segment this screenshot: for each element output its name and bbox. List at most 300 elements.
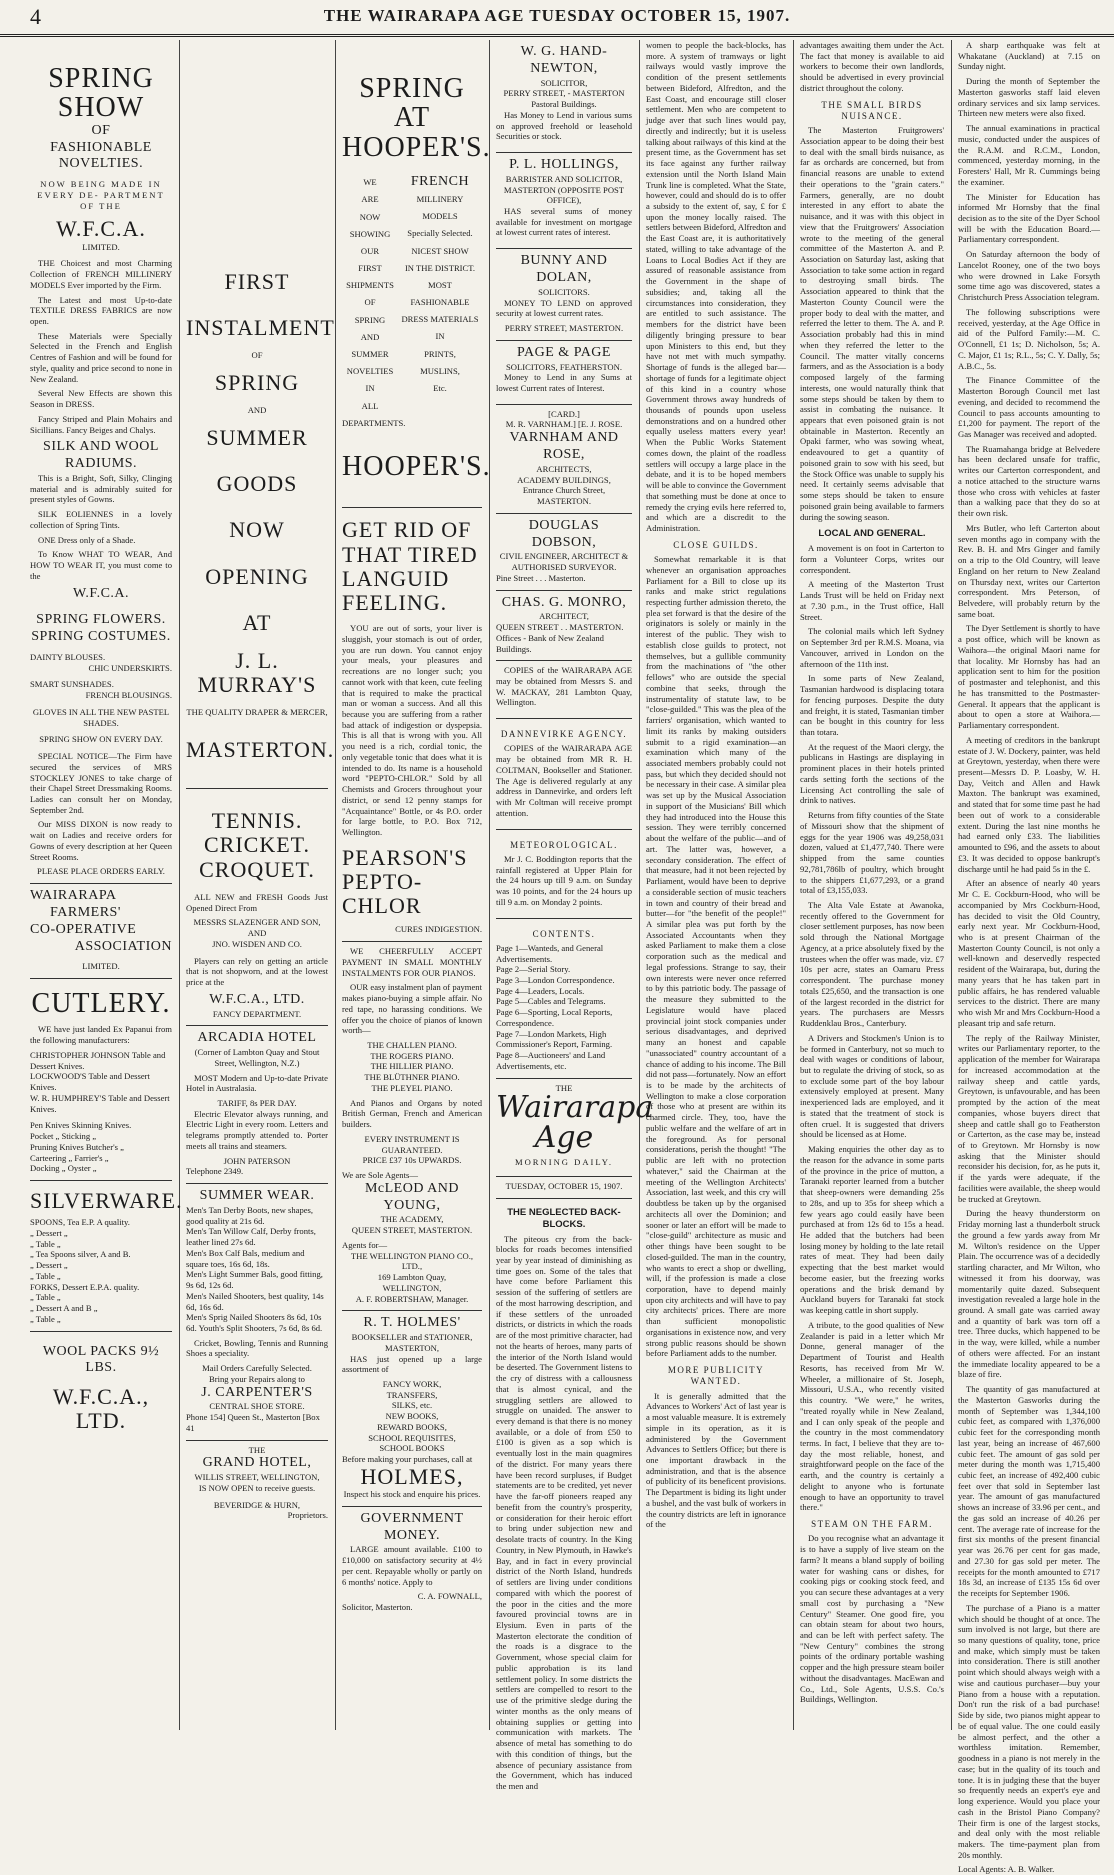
monro-card <box>496 591 632 662</box>
news-paragraph: The Ruamahanga bridge at Belvedere has been declared unsafe for traffic, writes our Carterton correspondent, and a notice attached to the structure warns those who cross with vehicles at faster than a walking pace that they do so at their own risk. <box>958 443 1100 519</box>
list-item: SILKS, etc. <box>391 1400 433 1411</box>
news-paragraph: During the month of September the Masterton gasworks staff laid eleven ordinary services and six lamp services. Thirteen new meters were also fixed. <box>958 76 1100 119</box>
ad-line: JOHN PATERSON <box>223 1155 291 1166</box>
ad-line: Etc. <box>433 383 447 394</box>
ad-brand: PEARSON'S PEPTO-CHLOR <box>342 844 468 919</box>
ad-paragraph: YOU are out of sorts, your liver is sluggish, your stomach is out of order, you are run down. You cannot enjoy your meals, your pleasures and recreations are no longer such; you cannot work with that keen, cute feeling that is required to make the practical man or woman a success. And all this because you are suffering from a rather bad attack of indigestion or dyspepsia. This is all that is wrong with you. All you need is a rich, cordial tonic, the only vegetable tonic that does what it is intended to do. Its name is a household word "PEPTO-CHLOR." Sold by all Chemists and Grocers throughout your district, or send 12 penny stamps for "Acquaintance" Bottle, or 4s P.O. order for large bottle, to P.O. Box 712, Wellington. <box>342 623 482 838</box>
ad-paragraph: To Know WHAT TO WEAR, And HOW TO WEAR IT, you must come to the <box>30 549 172 581</box>
ad-headline: GOVERNMENT MONEY. <box>360 1510 464 1543</box>
ad-line: Pastoral Buildings. <box>531 99 597 110</box>
ad-brand: BUNNY AND DOLAN, <box>520 253 608 285</box>
ad-brand: HOLMES, <box>360 1463 464 1489</box>
ad-line: QUEEN STREET . . MASTERTON. <box>496 622 624 633</box>
list-item: REWARD BOOKS, <box>377 1421 447 1432</box>
ad-paragraph: SILK EOLIENNES in a lovely collection of Spring Tints. <box>30 509 172 530</box>
ad-line: DEPARTMENTS. <box>342 417 406 428</box>
ad-line: [CARD.] <box>548 408 580 419</box>
ad-paragraph: The Latest and most Up-to-date TEXTILE DRESS FABRICS are now open. <box>30 294 172 326</box>
ad-line: NOVELTIES <box>346 366 394 377</box>
list-item: Page 1—Wanteds, and General Advertisements. <box>496 942 604 964</box>
ad-headline: ARCADIA HOTEL <box>197 1030 317 1046</box>
ad-line: IS NOW OPEN to receive guests. <box>198 1482 316 1493</box>
meteorological-notice <box>496 830 632 919</box>
list-item: Page 7—London Markets, High Commissioner's Report, Farming. <box>496 1028 613 1050</box>
news-paragraph: During the heavy thunderstorm on Friday morning last a thunderbolt struck the ground a few yards away from Mr M. Wilton's residence on the Upper Plain. The occurrence was of a decidedly startling character, and Mr Wilton, who witnessed it from his doorway, was momentarily quite dazed. Subsequent investigation revealed a large hole in the ground. A small gate was carried away and a quantity of bark was torn off a tree. Three ducks, which happened to be in the way, were killed, while a number of others were affected. For an instant the immediate locality appeared to be a blaze of fire. <box>958 1208 1100 1380</box>
ad-line: ARCHITECTS, <box>536 463 592 474</box>
ad-line: SHOWING <box>349 228 391 239</box>
news-paragraph: The reply of the Railway Minister, writes our Parliamentary reporter, to the application of the member for Wairarapa for increased accommodation at the railway sheep and cattle yards, Greytown, is unfavourable, and has been prompted by the action of the meat companies, whose buyers direct that sheep and cattle shall go to Featherston or Carterton, as the case may be, instead of to Greytown. Mr Hornsby is now asking that the Minister should reconsider his decision, for, as he puts it, if the yards were adequate, if the facilities were available, the sheep would be trucked at Greytown. <box>958 1032 1100 1204</box>
ad-headline: INSTALMENT <box>186 315 335 341</box>
list-item: „ Tea Spoons silver, A and B. <box>30 1249 131 1260</box>
editorial-heading: MORE PUBLICITY WANTED. <box>667 1365 765 1387</box>
ad-line: W. R. HUMPHREY'S Table and Dessert Knives. <box>30 1092 170 1114</box>
section-heading: LOCAL AND GENERAL. <box>818 528 926 540</box>
column-rule <box>489 40 490 1730</box>
ad-brand: PAGE & PAGE <box>517 344 611 360</box>
ad-headline: WOOL PACKS 9½ LBS. <box>42 1343 160 1376</box>
ad-line: PERRY STREET, - MASTERTON <box>503 88 625 99</box>
ad-text: LIMITED. <box>82 241 120 252</box>
list-item: Men's Tan Derby Boots, new shapes, good quality at 21s 6d. <box>186 1204 314 1226</box>
hoopers-spring-ad <box>342 40 491 508</box>
grand-hotel-ad <box>186 1441 328 1527</box>
section-heading: METEOROLOGICAL. <box>510 839 618 850</box>
ad-line: Entrance Church Street, MASTERTON. <box>522 485 606 506</box>
editorial-masthead <box>496 1079 654 1199</box>
masthead-title: Wairarapa Age <box>496 1090 654 1156</box>
ad-line: C. A. FOWNALL, <box>417 1591 482 1602</box>
ad-line: Phone 154] Queen St., Masterton [Box 41 <box>186 1412 320 1433</box>
ad-line: Agents for— <box>342 1239 388 1250</box>
ad-line: PERRY STREET, MASTERTON. <box>504 323 624 333</box>
ad-line: JNO. WISDEN AND CO. <box>212 938 302 949</box>
ad-line: MOST <box>428 279 452 290</box>
ad-brand: R. T. HOLMES' <box>363 1315 461 1331</box>
ad-line: CURES INDIGESTION. <box>395 924 482 935</box>
dannevirke-notice <box>496 719 632 829</box>
ad-headline: SUMMER WEAR. <box>199 1188 315 1204</box>
ad-line: SHIPMENTS <box>346 280 394 291</box>
ad-paragraph: THE Choicest and most Charming Collection of FRENCH MILLINERY MODELS Ever imported by the Firm. <box>30 258 172 290</box>
hollings-card <box>496 153 632 249</box>
list-item: Page 3—London Correspondence. <box>496 974 615 985</box>
ad-line: GLOVES IN ALL THE NEW PASTEL SHADES. <box>32 706 170 728</box>
ad-line: We are Sole Agents— <box>342 1170 418 1181</box>
news-paragraph: A movement is on foot in Carterton to form a Volunteer Corps, writes our correspondent. <box>800 543 944 575</box>
ad-headline: SPRING FLOWERS. <box>36 612 166 628</box>
ad-line: 169 Lambton Quay, <box>377 1272 447 1283</box>
column-2 <box>182 40 335 1730</box>
page-page-card <box>496 341 632 405</box>
ad-brand: W.F.C.A., LTD. <box>52 1384 150 1434</box>
list-item: Page 5—Cables and Telegrams. <box>496 996 606 1007</box>
ad-paragraph: This is a Bright, Soft, Silky, Clinging material and is admirably suited for present styles of Gowns. <box>30 472 172 505</box>
ad-line: ALL <box>361 400 379 411</box>
list-item: „ Table „ <box>30 1238 61 1249</box>
list-item: THE HILLIER PIANO. <box>370 1061 454 1072</box>
ad-line: Pine Street . . . Masterton. <box>496 572 586 583</box>
ad-line: SMART SUNSHADES. <box>30 679 114 690</box>
ad-line: SPRING <box>354 314 386 325</box>
pepto-chlor-ad <box>342 508 482 942</box>
ad-line: NICEST SHOW <box>411 245 469 256</box>
ad-headline: SUMMER <box>206 425 308 451</box>
ad-headline: SPRING <box>214 370 300 396</box>
ad-line: FASHIONABLE <box>410 297 470 308</box>
ad-brand: DOUGLAS DOBSON, <box>528 517 600 550</box>
ad-brand: HOOPER'S. <box>342 450 491 482</box>
running-head: THE WAIRARAPA AGE TUESDAY OCTOBER 15, 1907. <box>323 6 791 25</box>
ad-line: SPRING SHOW ON EVERY DAY. <box>39 734 163 745</box>
ad-line: LOCKWOOD'S Table and Dessert Knives. <box>30 1071 150 1093</box>
ad-paragraph: OUR easy instalment plan of payment makes piano-buying a simple affair. No red tape, no harassing conditions. We offer you the choice of pianos of known worth— <box>342 982 482 1036</box>
ad-paragraph: These Materials were Specially Selected in the French and English Centres of Fashion and will be found for style, quality and price second to none in New Zealand. <box>30 330 172 384</box>
news-paragraph: Making enquiries the other day as to the reason for the advance in some parts of the province in the price of mutton, a Taranaki reporter learned from a butcher that sheep-owners were demanding 25s to 28s, and up to 35s for sheep which a few years ago could easily have been purchased at from 12s 6d to 15s a head. He added that the butchers had been losing money by holding to the late retail rates of meat. They had been daily expecting that the best market would become easier, but the freezing works operations and the brisk demand by Auckland buyers for Taranaki fat stock was keeping cattle in short supply. <box>800 1144 944 1316</box>
ad-line: SUMMER <box>351 349 389 360</box>
news-paragraph: A tribute, to the good qualities of New Zealander is paid in a letter which Mr Donne, general manager of the Department of Tourist and Health Resorts, has received from Mr W. Wheeler, a millionaire of St. Joseph, Missouri, U.S.A., who recently visited this country. "We were," he writes, "treated royally while in New Zealand, and I can only speak of the people and the country in the most commendatory terms. In fact, I believe that they are to-day the most reliable, honest, and straightforward people on the face of the earth, and the country is certainly a delight to anyone who is fortunate enough to have an opportunity to travel there." <box>800 1319 944 1513</box>
silverware-ad <box>30 1181 183 1332</box>
editorial-heading: THE NEGLECTED BACK-BLOCKS. <box>507 1206 621 1230</box>
list-item: TRANSFERS, <box>386 1389 438 1400</box>
government-money-ad <box>342 1507 482 1619</box>
ad-headline: SPRING COSTUMES. <box>31 629 171 645</box>
news-paragraph: Do you recognise what an advantage it is to have a supply of live steam on the farm? It means a bland supply of boiling water for washing cans or dishes, for cooking pigs or cooking stock feed, and you can secure these advantages at a very small cost by purchasing a "New Century" Steamer. One good fire, you can obtain steam for about two hours, and can be left with perfect safety. The "New Century" combines the strong points of the ordinary portable washing copper and the high pressure steam boiler without the disadvantages. MacEwan and Co., Ltd., Sole Agents, U.S.S. Co.'s Buildings, Wellington. <box>800 1533 944 1705</box>
column-4 <box>492 40 654 1791</box>
ad-line: IN THE DISTRICT. <box>404 262 476 273</box>
pianos-ad <box>342 942 482 1311</box>
ad-brand: CHAS. G. MONRO, <box>501 594 627 610</box>
ad-paragraph: Cricket, Bowling, Tennis and Running Shoes a speciality. <box>186 1337 328 1359</box>
ad-headline: SILK AND WOOL RADIUMS. <box>43 439 159 472</box>
ad-headline: FIRST <box>224 269 290 294</box>
ad-line: CHRISTOPHER JOHNSON Table and Dessert Knives. <box>30 1049 166 1071</box>
list-item: Pen Knives Skinning Knives. <box>30 1120 132 1131</box>
masthead-the: THE <box>555 1082 573 1093</box>
list-item: THE CHALLEN PIANO. <box>367 1039 457 1050</box>
holmes-bookseller-ad <box>342 1311 482 1507</box>
column-6 <box>796 40 948 1730</box>
ad-line: BOOKSELLER and STATIONER, <box>351 1332 473 1343</box>
ad-paragraph: HAS several sums of money available for investment on mortgage at lowest current rates of interest. <box>496 206 632 238</box>
ad-headline: SILVERWARE. <box>30 1187 183 1213</box>
ad-text: AND <box>247 405 267 416</box>
news-paragraph: A Drivers and Stockmen's Union is to be formed in Canterbury, not so much to deal with wages or conditions of labour, but to regulate the driving of stock, so as to exclude some part of the boy labour extensively employed at present. Many inexperienced lads are employed, and it is stated that the treatment of stock is often cruel. It is suggested that drivers should be licensed as at Home. <box>800 1032 944 1140</box>
ad-paragraph: Electric Elevator always running, and Electric Light in every room. Letters and telegrams promptly attended to. Porter meets all trains and steamers. <box>186 1108 328 1151</box>
news-paragraph: Mrs Butler, who left Carterton about seven months ago in company with the Rev. B. H. and Mrs Ginger and family on a trip to the Old Country, will leave England on her return to New Zealand on Thursday next, writes our Carterton correspondent. Mrs Peterson, of Belvedere, will probably return by the same boat. <box>958 522 1100 619</box>
ad-line: FRENCH <box>410 174 470 190</box>
wfca-association-ad <box>30 884 172 979</box>
ad-line: Inspect his stock and enquire his prices. <box>343 1489 481 1500</box>
ad-line: CENTRAL SHOE STORE. <box>209 1401 305 1412</box>
ad-headline: AT <box>242 609 272 635</box>
ad-paragraph: And Pianos and Organs by noted British German, French and American builders. <box>342 1097 482 1130</box>
ad-line: Solicitor, Masterton. <box>342 1602 413 1613</box>
ad-paragraph: LARGE amount available. £100 to £10,000 on satisfactory security at 4½ per cent. Repayable wholly or partly on 6 months' notice. Apply to <box>342 1544 482 1587</box>
ad-paragraph: WE CHEERFULLY ACCEPT PAYMENT IN SMALL MONTHLY INSTALMENTS FOR OUR PIANOS. <box>342 946 482 978</box>
list-item: Men's Sprig Nailed Shooters 8s 6d, 10s 6d. Youth's Split Shooters, 7s 6d, 8s 6d. <box>186 1312 323 1333</box>
dobson-card <box>496 514 632 591</box>
ad-text: NOW BEING MADE IN EVERY DE- PARTMENT OF THE <box>37 179 165 211</box>
ad-line: CHIC UNDERSKIRTS. <box>88 662 172 673</box>
ad-line: IN <box>365 383 375 394</box>
ad-brand: W.F.C.A., LTD. <box>209 991 305 1007</box>
ad-headline: FASHIONABLE NOVELTIES. <box>50 139 152 172</box>
ad-headline: SPRING AT HOOPER'S. <box>342 73 491 163</box>
ad-line: DAINTY BLOUSES. <box>30 651 106 662</box>
list-item: Carteering „ Farrier's „ <box>30 1152 109 1163</box>
ad-line: ARE <box>361 194 379 205</box>
ad-paragraph: Mr J. C. Boddington reports that the rainfall registered at Upper Plain for the 24 hours up till 9 a.m. on Sunday was 10 points, and for the 24 hours up till 9 a.m. on Monday 2 points. <box>496 853 632 907</box>
list-item: Pocket „ Sticking „ <box>30 1131 97 1142</box>
varnham-rose-card <box>496 405 632 514</box>
ad-headline: GET RID OF THAT TIRED LANGUID FEELING. <box>342 517 478 615</box>
news-paragraph: At the request of the Maori clergy, the publicans in Hastings are displaying in prominent places in their hotels printed cards setting forth the sections of the Licensing Act controlling the sale of drink to natives. <box>800 741 944 806</box>
section-heading: CONTENTS. <box>532 928 596 939</box>
list-item: NEW BOOKS, <box>385 1411 439 1422</box>
ad-paragraph: COPIES of the WAIRARAPA AGE may be obtained from Messrs S. and W. MACKAY, 281 Lambton Quay, Wellington. <box>496 665 632 708</box>
ad-line: EVERY INSTRUMENT IS GUARANTEED. <box>364 1133 460 1155</box>
ad-line: SOLICITORS. <box>538 286 590 297</box>
ad-line: WAIRARAPA <box>30 888 117 904</box>
cutlery-ad <box>30 979 172 1181</box>
editorial-paragraph: women to people the back-blocks, has more. A system of tramways or light railways would vastly improve the condition of the present settlements between Bideford, Alfredton, and the East Coast, and encourage still closer settlement. Men who are competent to judge aver that such lines would pay, directly and indirectly; but it is useless talking about railways of this kind at the present time, as the Government has set its face against any further railway extension until the North Island Main Trunk line is completed. What the State, however, could and should do is to offer a subsidy to the extent of, say, £ for £ upon the money locally raised. The settlers between Bideford, Alfredton and the East Coast are, it is authoritatively stated, willing to take advantage of the Loans to Local Bodies Act if they are assured of reasonable assistance from the Government in the shape of subsidies; and, taking all the circumstances into consideration, they are entitled to such assistance. The members for the district have been diligently bringing pressure to bear upon Ministers to this end, but they have not met with much sympathy. Shortage of funds is the alleged bar—shortage of funds for a legitimate object of this kind in a country whose Government throws away hundreds of thousands of pounds upon useless demonstrations and on a hundred other equally useless matters every year! When the Public Works Statement comes down, the plaint of the roadless settlers will occupy a large place in the debate, and it is to be hoped members will be able to convince the Government that something must be done at once to remedy the crying evils here referred to, and which are a discredit to the Administration. <box>646 40 786 534</box>
ad-line: NOW <box>359 211 381 222</box>
news-paragraph: The Finance Committee of the Masterton Borough Council met last evening, and decided to recommend the Council to pass accounts amounting to £1,200 for payment. The report of the Gas Manager was received and adopted. <box>958 375 1100 439</box>
ad-line: ARCHITECT, <box>539 611 589 622</box>
ad-text: FANCY DEPARTMENT. <box>212 1008 302 1019</box>
bunny-dolan-card <box>496 249 632 341</box>
ad-line: ASSOCIATION <box>74 938 172 954</box>
list-item: „ Table „ <box>30 1292 61 1303</box>
ad-line: PLEASE PLACE ORDERS EARLY. <box>37 866 165 877</box>
list-item: Docking „ Oyster „ <box>30 1163 97 1174</box>
ad-line: TARIFF, 8s PER DAY. <box>217 1097 297 1108</box>
ad-line: (Corner of Lambton Quay and Stout Street, Wellington, N.Z.) <box>194 1047 320 1068</box>
ad-line: WELLINGTON, <box>382 1282 442 1293</box>
list-item: Page 2—Serial Story. <box>496 964 571 975</box>
editorial-paragraph: The piteous cry from the back-blocks for roads becomes intensified year by year instead of diminishing as time goes on. Some of the tales that have come before Parliament this session of the suffering of settlers are of the most harrowing description, and if these settlers of the unroaded districts, or districts in which the roads are of the most primitive character, had not the hearts of heroes, many parts of the interior of the North Island would be deserted. The Government listens to the cry of distress with a callousness that is almost cynical, and the struggling settlers are allowed to struggle on unaided. The answer to every demand is that there is no money available, or a dole of from £50 to £100 is given as a sop which is eventually lost in the main quagmires of the district. For many years there have been record surpluses, if Budget statements are to be credited, yet never have the far-off pioneers reaped any benefit from the country's prosperity, or consideration for their heroic effort to bring under subjection new and desolate tracts of country. In the King Country, in New Plymouth, in Hawke's Bay, and in fact in every provincial district of the North Island, hundreds of settlers are living under conditions compared with which the poorest of the poor in the cities and the more favoured provincial towns are in Elysium. Even in parts of the Masterton electorate the condition of the roads is a disgrace to the Government, whose special claim for public approbation is its land settlement policy. In some districts the settlers are compelled to resort to the use of the primitive sledge during the winter months as the only means of obtaining supplies or getting into communication with markets. The absence of metal has something to do with this condition of things, but the absence of pecuniary assistance from the Government, which has induced the men and <box>496 1233 632 1791</box>
ad-line: FARMERS' <box>50 904 121 920</box>
list-item: Pruning Knives Butcher's „ <box>30 1141 124 1152</box>
page-number: 4 <box>30 4 41 29</box>
ad-line: Offices - Bank of New Zealand Buildings. <box>496 632 604 654</box>
ad-headline: CRICKET. <box>204 832 310 858</box>
ad-line: PRINTS, <box>424 348 456 359</box>
contents-box <box>496 919 632 1079</box>
murray-instalment-ad <box>186 40 335 789</box>
list-item: Men's Tan Willow Calf, Derby fronts, leather lined 27s 6d. <box>186 1226 316 1248</box>
column-rule <box>639 40 640 1730</box>
ad-line: BARRISTER AND SOLICITOR, <box>505 173 623 184</box>
editorial-paragraph: Somewhat remarkable it is that whenever an organisation approaches Parliament for a Bill to close up its ranks and make strict regulations respecting further admission thereto, the plea set forward is that the desire of the originators is solely or mainly in the interest of the public. They wish to establish close guilds to protect, not themselves, but a gullible community from the machinations of "the other fellows" who are outside the special combine that seeks, through the instrumentality of statute law, to be "close-guilded." This was the plea of the farriers' organisation, which wanted to limit its ranks by making outsiders submit to a rigid examination—an examination which many of the associated members probably could not pass, but which they decided should not be necessary in their case. A similar plea was set up by the Musical Association in support of the Musicians' Bill which they had introduced into the House this session. They were terribly concerned about the welfare of the public—and of art. The latter was, however, a secondary consideration. The effect of that measure, had it not been rejected by Parliament, would have been to deprive a considerable section of music teachers in town and country of their bread and butter—for "the benefit of the people!" A similar plea was put forth by the Associated Accountants when they asked Parliament to make them a close corporation such as the medical and legal professions. Strange to say, their own interests were never once referred to by this patriotic body. The passage of the measure they submitted to the Legislature would have placed provincial joint stock companies under serious disadvantages, and deprived many an honest and capable "unassociated" country accountant of a chance of adding to his income. The Bill did not pass—fortunately. Now an effort is to be made by the architects of Wellington to make a close corporation of those who at present are within its charmed circle. They, too, have the public welfare and the welfare of art in the foreground. As for personal considerations, perish the thought! "The public are left with no protection whatever," said the Chairman at the meeting of the Wellington Architects' Association, last week, and this cry will doubtless be taken up by the organised architects all over the Dominion; and sooner or later an effort will be made to "close-guild" architecture as music and other things have been sought to be closed-guilded. The man in the country, who wants to erect a shop or dwelling, will, if the profession is made a close corporation, have to depend mainly upon city architects and will have to pay city architects' prices. There are more than sufficient monopolistic organisations in existence now, and very strong public reasons should be shown before Parliament adds to the number. <box>646 554 786 1359</box>
ad-line: OUR <box>360 245 380 256</box>
ad-line: WE <box>363 177 377 188</box>
ad-line: AND <box>247 928 267 939</box>
news-paragraph: The following subscriptions were received, yesterday, at the Age Office in aid of the Pulford Family:—M. C. O'Connell, £1 1s; D. Nicholson, 5s; A. C. Major, £1 1s; R.L., 5s; C. Y. Dally, 5s; A.B.C., 5s. <box>958 306 1100 371</box>
ad-brand: McLEOD AND YOUNG, <box>364 1180 460 1213</box>
ad-paragraph: MOST Modern and Up-to-date Private Hotel in Australasia. <box>186 1072 328 1094</box>
ad-line: Before making your purchases, call at <box>342 1454 473 1465</box>
ad-line: THE ACADEMY, <box>380 1214 444 1225</box>
ad-paragraph: ALL NEW and FRESH Goods Just Opened Direct From <box>186 891 328 913</box>
ad-paragraph: Has Money to Lend in various sums on approved freehold or leasehold Securities or stock. <box>496 109 632 142</box>
column-rule <box>793 40 794 1730</box>
list-item: Page 4—Leaders, Locals. <box>496 985 585 996</box>
news-paragraph: The Minister for Education has informed Mr Hornsby that the final decision as to the site of the Dyer School will be with the Education Board.—Parliamentary correspondent. <box>958 191 1100 245</box>
ad-paragraph: MONEY TO LEND on approved security at lowest current rates. <box>496 297 632 319</box>
ad-line: FRENCH BLOUSINGS. <box>85 690 172 701</box>
news-paragraph: A meeting of creditors in the bankrupt estate of J. W. Dockery, painter, was held at Greytown, yesterday, when there were present—Messrs D. P. Loasby, W. H. Day, Veitch and Allen and Hawk Maxton. The bankrupt was examined, and stated that for some time past he had been out of work to a considerable extent. During the last nine months he had earned only £33. The liabilities amounted to £96, and the assets to about £3. It was decided to oppose bankrupt's discharge until he had paid 5s in the £. <box>958 734 1100 874</box>
ad-line: WILLIS STREET, WELLINGTON, <box>194 1472 320 1483</box>
news-paragraph: The Dyer Settlement is shortly to have a post office, which will be known as Waihora—the original Maori name for that locality. Mr Hornsby has had an application sent to him for the position of postmaster and telephonist, and this he has transmitted to the Postmaster-General. It appears that the applicant is about to open a store at Waihora.—Parliamentary correspondent. <box>958 623 1100 731</box>
ad-headline: GRAND HOTEL, <box>202 1455 312 1471</box>
ad-line: M. R. VARNHAM.] [E. J. ROSE. <box>505 419 623 430</box>
list-item: Page 6—Sporting, Local Reports, Correspondence. <box>496 1007 613 1028</box>
editorial-paragraph: The Masterton Fruitgrowers' Association appear to be doing their best to deal with the small birds nuisance, as far as orchards are concerned, but from financial reasons are unable to extend their operations to the "grain caters." Farmers, generally, are no doubt interested in any effort to abate the nuisance, and it was with this object in view that the Fruitgrowers' Association wrote to the meeting of the general committee of the Masterton A. and P. Association on Saturday last, asking that Association to take some action in regard to destroying small birds. The Association appeared to think that the Masterton County Council were the proper body to deal with the matter, and referred the letter to them. The A. and P. Association probably had this in mind when they referred the letter to the Council. The matter vitally concerns farmers, and as the Association is a body composed largely of the farming interests, one would naturally think that some steps should be taken by them to assist in combating the nuisance. It appears that even poisoned grain is not obtainable in Masterton. Recently an Opaki farmer, who was sowing wheat, endeavoured to get a quantity of poisoned grain to sow with his seed, but the Stock Office was unable to supply his need. It certainly seems advisable that some steps should be taken to ensure poisoned grain being available to farmers during the sowing season. <box>800 125 944 522</box>
list-item: THE PLEYEL PIANO. <box>371 1082 453 1093</box>
list-item: Men's Light Summer Bals, good fitting, 9s 6d, 12s 6d. <box>186 1269 323 1291</box>
ad-line: A. F. ROBERTSHAW, Manager. <box>355 1293 469 1304</box>
list-item: SCHOOL BOOKS <box>379 1443 445 1454</box>
ad-line: CIVIL ENGINEER, ARCHITECT & AUTHORISED SURVEYOR. <box>499 551 629 573</box>
ad-line: MUSLINS, <box>420 365 460 376</box>
ad-line: OF <box>364 297 376 308</box>
column-3 <box>338 40 491 1730</box>
ad-paragraph: SPECIAL NOTICE—The Firm have secured the services of MRS STOCKLEY JONES to take charge of their Chapel Street Dressmaking Rooms. Ladies can consult her on Monday, September 2nd. <box>30 751 172 815</box>
news-paragraph: The Alta Vale Estate at Awanoka, recently offered to the Government for closer settlement purposes, has now been sold through the National Mortgage Agency, at a price absolutely fixed by the trustees when the offer was made, viz. £7 10s per acre, states an Oamaru Press correspondent. The purchase money totals £25,650, and the transaction is one of the largest recorded in the district for years. The purchasers are Messrs Ruddenklau Bros., Canterbury. <box>800 899 944 1029</box>
column-5 <box>642 40 790 1730</box>
ad-paragraph: Players can rely on getting an article that is not shopworn, and at the lowest price at the <box>186 955 328 987</box>
list-item: „ Table „ <box>30 1313 61 1324</box>
list-item: „ Dessert „ <box>30 1227 68 1238</box>
ad-headline: MASTERTON. <box>186 737 335 763</box>
editorial-paragraph: advantages awaiting them under the Act. The fact that money is available to aid workers to become their own landlords, should be advertised in every provincial district throughout the colony. <box>800 40 944 93</box>
ad-paragraph: Several New Effects are shown this Season in DRESS. <box>30 388 172 410</box>
column-rule <box>951 40 952 1730</box>
list-item: „ Dessert A and B „ <box>30 1303 98 1314</box>
ad-headline: TENNIS. <box>211 808 303 834</box>
news-paragraph: Returns from fifty counties of the State of Missouri show that the shipment of eggs for the year 1906 was 49,258,031 dozen, valued at £1,477,740. There were shipped from the same counties 92,781,786lb of poultry, which brought to the shippers £1,677,293, or a grand total of £3,155,033. <box>800 810 944 896</box>
ad-headline: OPENING <box>205 563 309 589</box>
ad-headline: CUTLERY. <box>31 988 171 1020</box>
editorial-date: TUESDAY, OCTOBER 15, 1907. <box>496 1176 632 1192</box>
ad-text: THE QUALITY DRAPER & MERCER, <box>186 707 328 718</box>
ad-paragraph: Fancy Striped and Plain Mohairs and Sicillians. Fancy Beiges and Chalys. <box>30 413 172 435</box>
section-heading: STEAM ON THE FARM. <box>811 1519 933 1530</box>
news-paragraph: The annual examinations in practical music, conducted under the auspices of the R.A.M. and R.C.M., London, commenced, yesterday morning, in the Foresters' Hall, Mr R. Cummings being the examiner. <box>958 123 1100 187</box>
ad-brand: W.F.C.A. <box>56 216 146 242</box>
ad-brand: J. CARPENTER'S <box>201 1384 313 1400</box>
wfca-spring-show-ad <box>30 40 172 884</box>
ad-text: OF <box>251 350 263 361</box>
editorial-neglected <box>496 1199 632 1792</box>
ad-headline: GOODS <box>216 471 298 497</box>
list-item: SPOONS, Tea E.P. A quality. <box>30 1217 130 1228</box>
ad-line: BEVERIDGE & HURN, <box>213 1499 301 1510</box>
column-rule <box>179 40 180 1730</box>
list-item: Men's Nailed Shooters, best quality, 14s 6d, 16s 6d. <box>186 1290 324 1312</box>
ad-line: MODELS <box>422 211 458 222</box>
ad-text: THE <box>248 1444 266 1455</box>
ad-line: MASTERTON (OPPOSITE POST OFFICE), <box>503 184 625 206</box>
list-item: „ Table „ <box>30 1270 61 1281</box>
ad-paragraph: WE have just landed Ex Papanui from the following manufacturers: <box>30 1024 172 1046</box>
list-item: Men's Box Calf Bals, medium and square toes, 16s 6d, 18s. <box>186 1247 305 1269</box>
editorial-paragraph: It is generally admitted that the Advances to Workers' Act of last year is a most valuable measure. It is extremely simple in its operation, as it is administered by the Government Advances to Settlers Office; but there is one important drawback in the administration, and that is the absence of publicity of its beneficent provisions. The Department is biding its light under a bushel, and the vast bulk of workers in the country districts are left in ignorance of the <box>646 1390 786 1530</box>
summer-wear-ad <box>186 1184 328 1441</box>
news-paragraph: The colonial mails which left Sydney on September 3rd per R.M.S. Moana, via Vancouver, arrived in London on the afternoon of the 11th inst. <box>800 626 944 669</box>
news-paragraph: In some parts of New Zealand, Tasmanian hardwood is displacing totara for fencing purposes. Despite the duty and freight, it is stated, Tasmanian timber can be bought in this country for less than totara. <box>800 673 944 737</box>
ad-brand: W. G. HAND-NEWTON, <box>520 44 608 76</box>
ad-paragraph: HAS just opened up a large assortment of <box>342 1353 482 1375</box>
ad-paragraph: COPIES of the WAIRARAPA AGE may be obtained from MR R. H. COLTMAN, Bookseller and Stationer. The Age is delivered regularly at any address in Dannevirke, and orders left with Mr Coltman will receive prompt attention. <box>496 743 632 818</box>
news-line: Local Agents: A. B. Walker. <box>958 1864 1055 1875</box>
ad-line: Telephone 2349. <box>186 1166 244 1177</box>
masthead-subtitle: MORNING DAILY. <box>514 1157 614 1168</box>
list-item: Page 8—Auctioneers' and Land Advertisements, etc. <box>496 1050 606 1071</box>
ad-line: MESSRS SLAZENGER AND SON, <box>193 917 321 928</box>
ad-headline: SPRING SHOW <box>48 63 154 124</box>
editorial-heading: CLOSE GUILDS. <box>673 539 759 550</box>
ad-line: CO-OPERATIVE <box>30 921 137 937</box>
editorial-heading: THE SMALL BIRDS NUISANCE. <box>821 99 923 121</box>
copies-notice <box>496 661 632 719</box>
wool-packs-ad <box>30 1332 172 1448</box>
ad-text: OF <box>91 122 111 138</box>
column-7 <box>954 40 1104 1875</box>
ad-line: PRICE £37 10s UPWARDS. <box>362 1155 462 1166</box>
ad-line: Specially Selected. <box>407 228 473 239</box>
ad-brand: W.F.C.A. <box>72 585 130 601</box>
ad-text: LIMITED. <box>82 961 120 972</box>
ad-line: MILLINERY <box>416 193 464 204</box>
list-item: FANCY WORK, <box>382 1379 442 1389</box>
ad-line: Proprietors. <box>287 1510 328 1521</box>
ad-line: IN <box>435 331 445 342</box>
column-rule <box>335 40 336 1730</box>
ad-paragraph: ONE Dress only of a Shade. <box>38 534 136 545</box>
list-item: THE BLÜTHNER PIANO. <box>364 1072 460 1083</box>
ad-line: QUEEN STREET, MASTERTON. <box>351 1225 473 1236</box>
ad-line: MASTERTON, <box>385 1342 439 1353</box>
news-paragraph: The quantity of gas manufactured at the Masterton Gasworks during the month of September was 1,344,100 cubic feet, as compared with 1,376,000 cubic feet for the corresponding month last year, being an increase of 467,600 cubic feet. The amount of gas sold per meter during the month was 1,715,400 cubic feet, an increase of 492,400 cubic feet over that sold in September last year. The amount of gas manufactured shows an increase of 33.96 per cent., and the gas sold an increase of 40.26 per cent. The average rate of increase for the first six months of the present financial year was 26.76 per cent for gas made, and 27.30 for gas sold per meter. The receipts for the month amounted to £717 18s 3d, an increase of £135 15s 6d over the receipts for September 1906. <box>958 1384 1100 1599</box>
news-paragraph: A sharp earthquake was felt at Whakatane (Auckland) at 7.15 on Sunday night. <box>958 40 1100 72</box>
ad-paragraph: Our MISS DIXON is now ready to wait on Ladies and receive orders for Gowns of every description at her Queen Street Rooms. <box>30 819 172 862</box>
ad-headline: CROQUET. <box>199 856 315 882</box>
news-paragraph: A meeting of the Masterton Trust Lands Trust will be held on Friday next at 7.30 p.m., in the Trust office, Hall Street. <box>800 579 944 622</box>
list-item: THE ROGERS PIANO. <box>370 1050 454 1061</box>
section-heading: DANNEVIRKE AGENCY. <box>500 729 628 740</box>
news-paragraph: The purchase of a Piano is a matter which should be thought of at once. The sum involved is not large, but there are so many questions of quality, tone, price and make, which simply must be taken into consideration. There is still another point which should always weigh with a wise and cautious purchaser—buy your Piano from a house with a reputation. Don't run the risk of a bad purchase! Side by side, two pianos might appear to be of equal value. The one could easily be almost perfect, and the other a worthless imitation. Remember, goodness in a piano is not merely in the case; but in the quality of its touch and tone. It is in judging these that the buyer so frequently needs an expert's eye and long experience. Would you place your cash in the Bristol Piano Company? Their firm is one of the largest stocks, and deal only with the most reliable makers. The time-payment plan from 20s monthly. <box>958 1602 1100 1860</box>
ad-line: Bring your Repairs along to <box>209 1373 305 1384</box>
list-item: „ Dessert „ <box>30 1260 68 1271</box>
ad-brand: J. L. MURRAY'S <box>197 647 317 698</box>
list-item: SCHOOL REQUISITES, <box>368 1432 456 1443</box>
arcadia-hotel-ad <box>186 1026 328 1184</box>
ad-line: DRESS MATERIALS <box>401 314 479 325</box>
news-paragraph: On Saturday afternoon the body of Lancelot Rooney, one of the two boys who were drowned in Lake Forsyth some time ago was discovered, states a Christchurch Press Association telegram. <box>958 249 1100 303</box>
sports-goods-ad <box>186 789 328 1026</box>
hand-newton-card <box>496 40 632 153</box>
ad-headline: NOW <box>229 517 285 543</box>
ad-line: ACADEMY BUILDINGS, <box>517 474 611 485</box>
ad-line: SOLICITORS, FEATHERSTON. <box>506 361 622 372</box>
column-1 <box>26 40 183 1730</box>
ad-line: SOLICITOR, <box>540 77 588 88</box>
ad-line: AND <box>360 331 380 342</box>
ad-paragraph: Money to Lend in any Sums at lowest Current rates of Interest. <box>496 372 632 393</box>
list-item: FORKS, Dessert E.P.A. quality. <box>30 1281 140 1292</box>
